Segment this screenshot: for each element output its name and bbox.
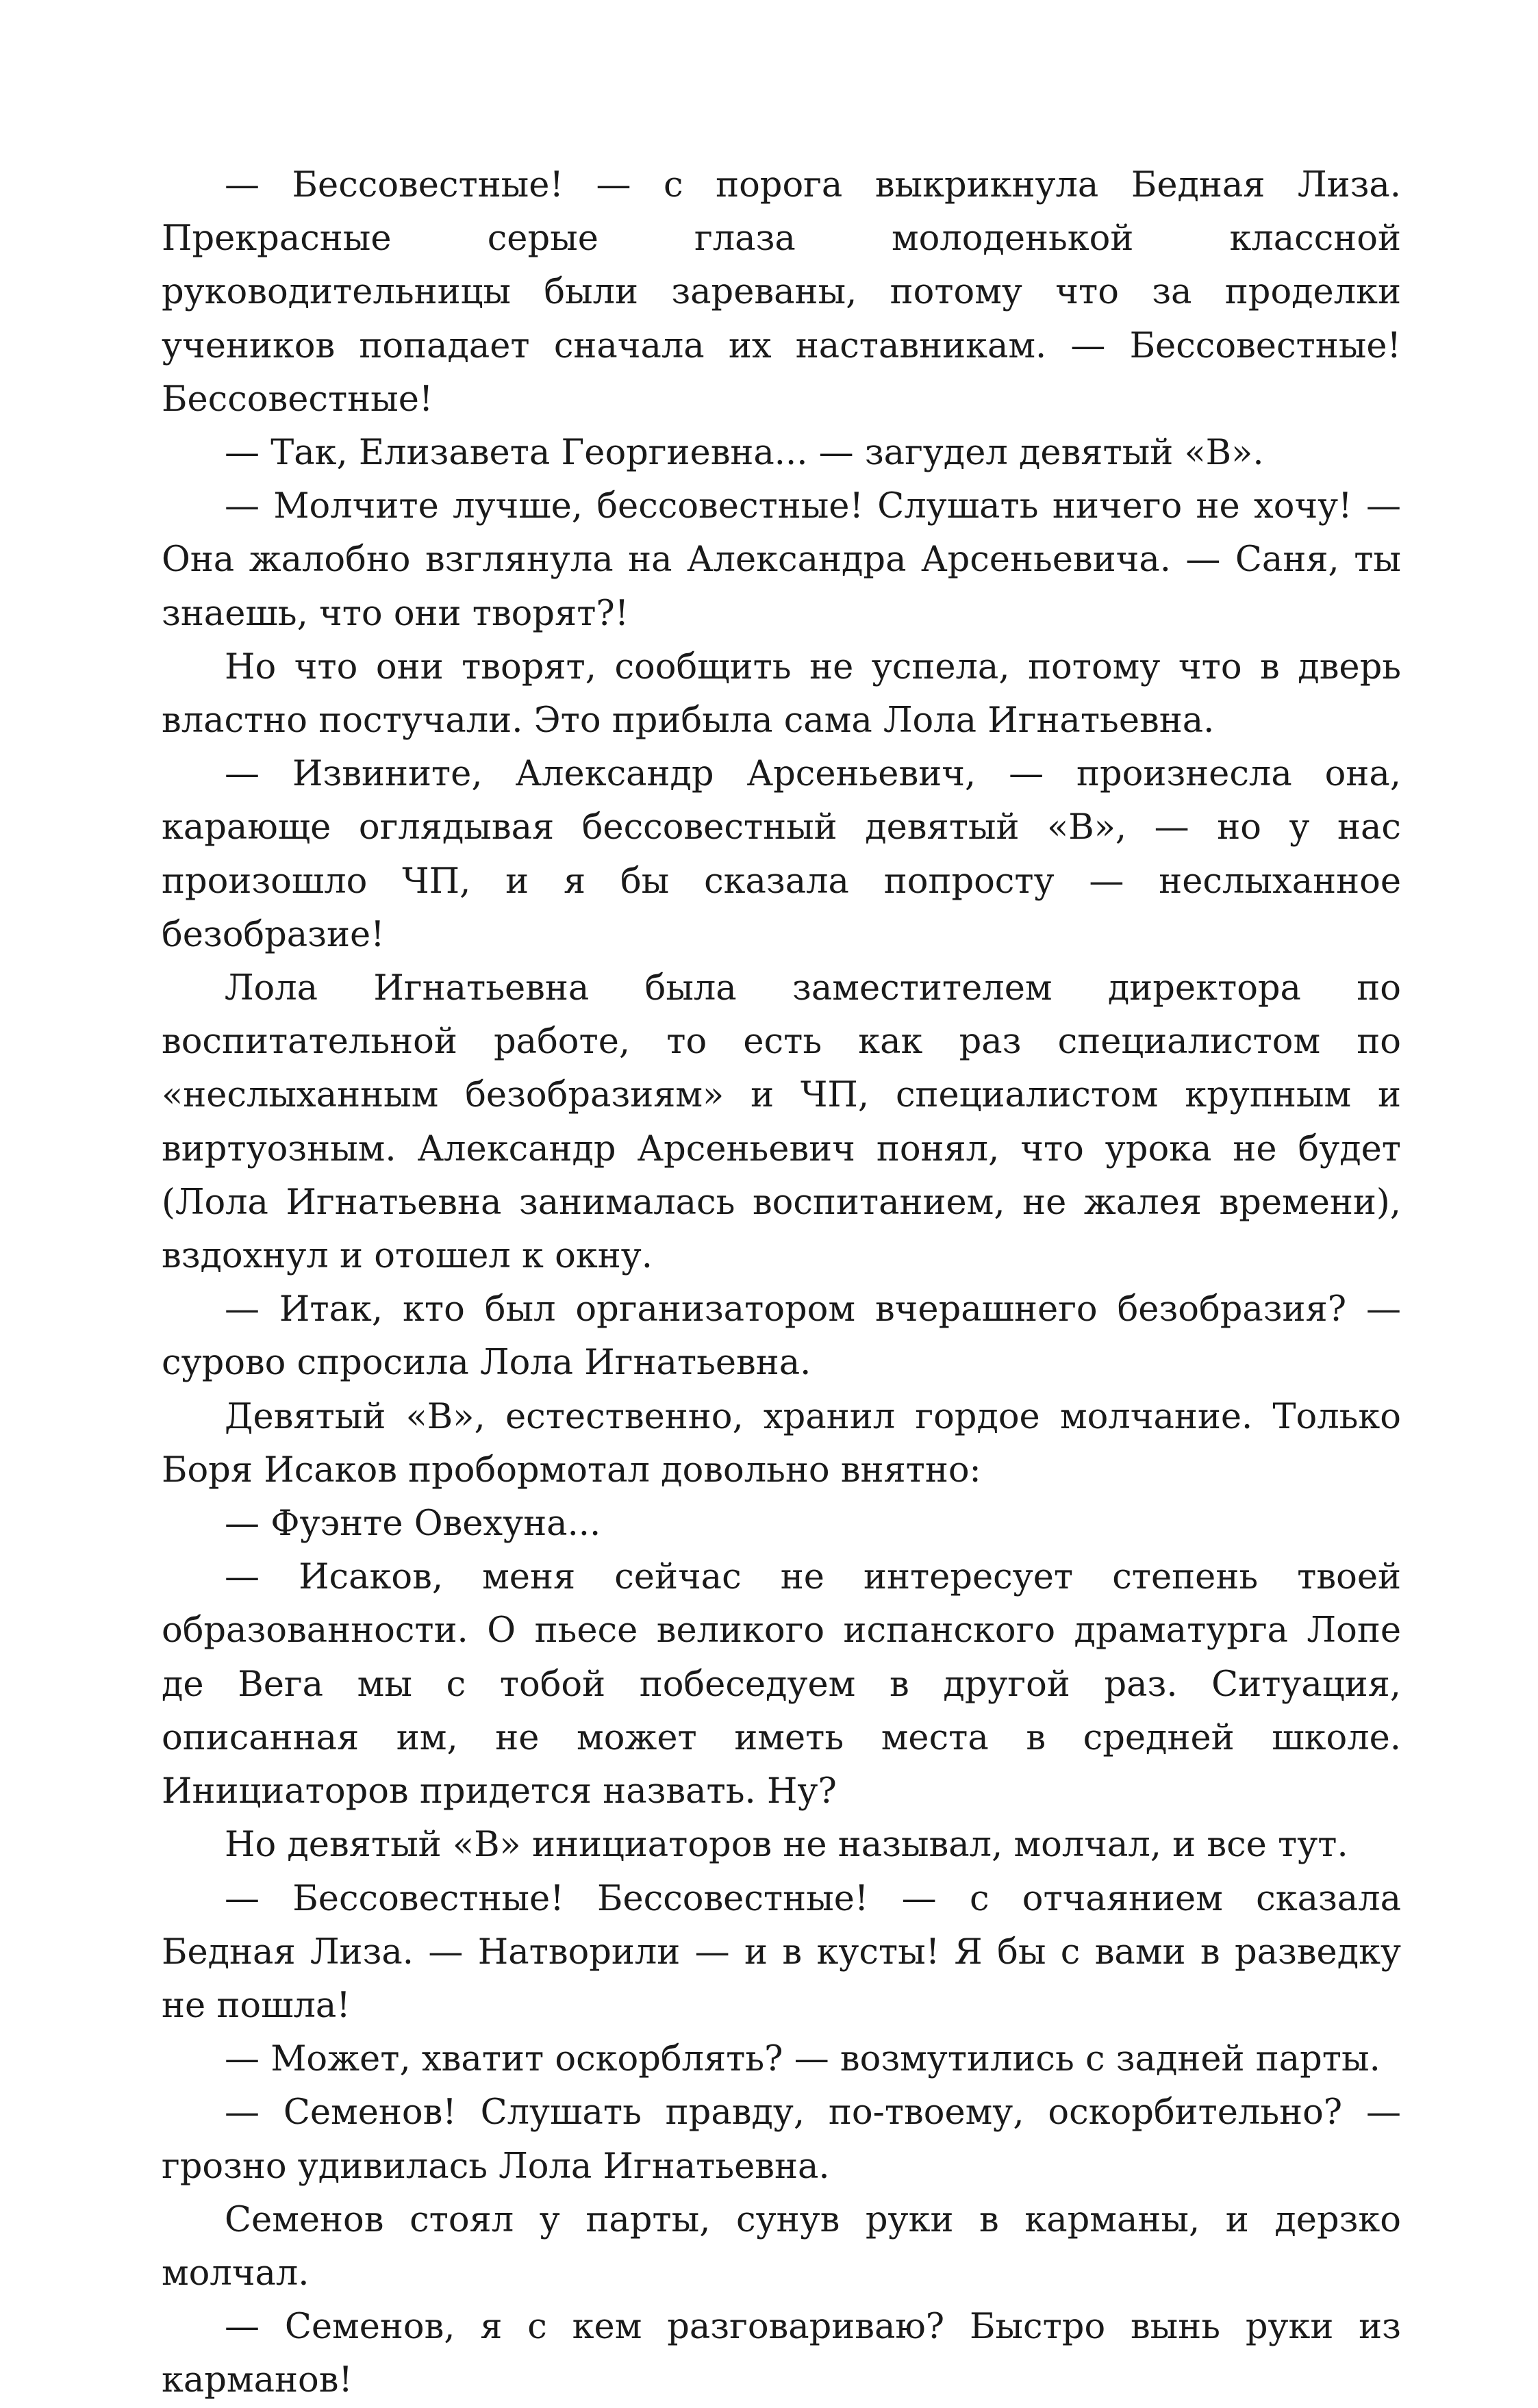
paragraph: — Фуэнте Овехуна... bbox=[225, 1504, 601, 1545]
paragraph: Девятый «В», естественно, хранил гордое молчание. Только Боря Исаков пробормотал довольно внятно: bbox=[162, 1396, 1401, 1491]
paragraph: — Итак, кто был организатором вчерашнего безобразия? — сурово спросила Лола Игнатьевна. bbox=[162, 1289, 1401, 1384]
paragraph: — Бессовестные! Бессовестные! — с отчаянием сказала Бедная Лиза. — Натворили — и в кусты! Я бы с вами в разведку не пошла! bbox=[162, 1878, 1401, 2026]
paragraph: — Извините, Александр Арсеньевич, — произнесла она, карающе оглядывая бессовестный девятый «В», — но у нас произошло ЧП, и я бы сказала попросту — неслыханное безобразие! bbox=[162, 754, 1401, 955]
paragraph: Семенов стоял у парты, сунув руки в карманы, и дерзко молчал. bbox=[162, 2199, 1401, 2294]
paragraph: Лола Игнатьевна была заместителем директора по воспитательной работе, то есть как раз специалистом по «неслыханным безобразиям» и ЧП, специалистом крупным и виртуозным. Александр Арсеньевич понял, что урока не будет (Лола Игнатьевна занималась воспитанием, не жалея времени), вздохнул и отошел к окну. bbox=[162, 968, 1401, 1277]
paragraph: — Исаков, меня сейчас не интересует степень твоей образованности. О пьесе великого испанского драматурга Лопе де Вега мы с тобой побеседуем в другой раз. Ситуация, описанная им, не может иметь места в средней школе. Инициаторов придется назвать. Ну? bbox=[162, 1557, 1401, 1812]
paragraph: Но девятый «В» инициаторов не называл, молчал, и все тут. bbox=[225, 1825, 1348, 1866]
paragraph: — Может, хватит оскорблять? — возмутились с задней парты. bbox=[225, 2039, 1381, 2080]
paragraph: — Молчите лучше, бессовестные! Слушать ничего не хочу! — Она жалобно взглянула на Александра Арсеньевича. — Саня, ты знаешь, что они творят?! bbox=[162, 486, 1401, 634]
paragraph: — Семенов! Слушать правду, по-твоему, оскорбительно? — грозно удивилась Лола Игнатьевна. bbox=[162, 2092, 1401, 2187]
book-page bbox=[162, 159, 1401, 2408]
paragraph: Но что они творят, сообщить не успела, потому что в дверь властно постучали. Это прибыла сама Лола Игнатьевна. bbox=[162, 646, 1401, 742]
paragraph: — Бессовестные! — с порога выкрикнула Бедная Лиза. Прекрасные серые глаза молоденькой классной руководительницы были зареваны, потому что за проделки учеников попадает сначала их наставникам. — Бессовестные! Бессовестные! bbox=[162, 165, 1401, 420]
paragraph: — Так, Елизавета Георгиевна... — загудел девятый «В». bbox=[225, 433, 1264, 474]
paragraph: — Семенов, я с кем разговариваю? Быстро вынь руки из карманов! bbox=[162, 2307, 1401, 2401]
